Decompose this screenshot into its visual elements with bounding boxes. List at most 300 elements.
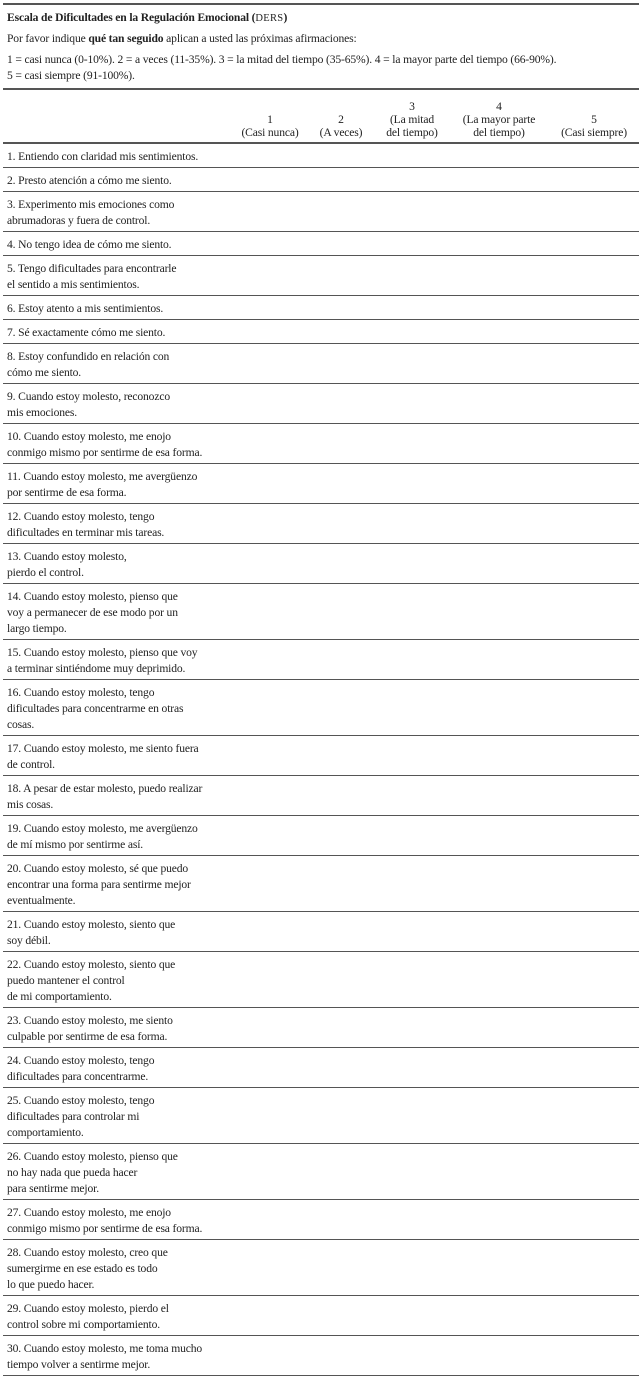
response-cell-4[interactable] bbox=[449, 296, 549, 320]
response-cell-5[interactable] bbox=[549, 544, 639, 584]
item-line: 11. Cuando estoy molesto, me avergüenzo bbox=[7, 470, 198, 483]
response-cell-4[interactable] bbox=[449, 1200, 549, 1240]
response-cell-5[interactable] bbox=[549, 856, 639, 912]
response-cell-3[interactable] bbox=[375, 1088, 449, 1144]
header-option-text: 4 bbox=[496, 100, 502, 113]
item-line: 28. Cuando estoy molesto, creo que bbox=[7, 1246, 168, 1259]
response-cell-4[interactable] bbox=[449, 1088, 549, 1144]
item-line: 6. Estoy atento a mis sentimientos. bbox=[7, 302, 164, 315]
item-line: dificultades para controlar mi bbox=[7, 1110, 140, 1123]
response-cell-3[interactable] bbox=[375, 1048, 449, 1088]
response-cell-1[interactable] bbox=[233, 296, 307, 320]
response-cell-4[interactable] bbox=[449, 1048, 549, 1088]
response-cell-4[interactable] bbox=[449, 320, 549, 344]
table-row bbox=[3, 424, 639, 464]
header-option-text: 1 bbox=[267, 113, 273, 126]
item-line: 20. Cuando estoy molesto, sé que puedo bbox=[7, 862, 189, 875]
header-option-text: (Casi nunca) bbox=[241, 126, 299, 139]
header-option-text: (A veces) bbox=[319, 126, 363, 139]
response-cell-5[interactable] bbox=[549, 1144, 639, 1200]
response-cell-1[interactable] bbox=[233, 640, 307, 680]
item-line: 13. Cuando estoy molesto, bbox=[7, 550, 127, 563]
table-row bbox=[3, 256, 639, 296]
item-line: 30. Cuando estoy molesto, me toma mucho bbox=[7, 1342, 203, 1355]
response-cell-5[interactable] bbox=[549, 1088, 639, 1144]
response-cell-3[interactable] bbox=[375, 816, 449, 856]
response-cell-3[interactable] bbox=[375, 776, 449, 816]
item-line: 14. Cuando estoy molesto, pienso que bbox=[7, 590, 178, 603]
response-cell-5[interactable] bbox=[549, 256, 639, 296]
response-cell-4[interactable] bbox=[449, 1240, 549, 1296]
response-cell-5[interactable] bbox=[549, 776, 639, 816]
item-line: mis cosas. bbox=[7, 798, 54, 811]
response-cell-5[interactable] bbox=[549, 143, 639, 168]
response-cell-1[interactable] bbox=[233, 192, 307, 232]
item-line: dificultades para concentrarme. bbox=[7, 1070, 149, 1083]
header-option-5 bbox=[549, 89, 639, 143]
response-cell-4[interactable] bbox=[449, 232, 549, 256]
response-cell-3[interactable] bbox=[375, 1200, 449, 1240]
item-line: culpable por sentirme de esa forma. bbox=[7, 1030, 168, 1043]
response-cell-4[interactable] bbox=[449, 504, 549, 544]
item-line: 24. Cuando estoy molesto, tengo bbox=[7, 1054, 155, 1067]
item-line: a terminar sintiéndome muy deprimido. bbox=[7, 662, 186, 675]
item-text bbox=[3, 736, 233, 776]
response-cell-2[interactable] bbox=[307, 1088, 375, 1144]
item-text bbox=[3, 680, 233, 736]
response-cell-2[interactable] bbox=[307, 816, 375, 856]
response-cell-4[interactable] bbox=[449, 1336, 549, 1376]
item-line: control sobre mi comportamiento. bbox=[7, 1318, 160, 1331]
table-row bbox=[3, 1048, 639, 1088]
response-cell-3[interactable] bbox=[375, 168, 449, 192]
response-cell-1[interactable] bbox=[233, 320, 307, 344]
header-option-1 bbox=[233, 89, 307, 143]
item-line: conmigo mismo por sentirme de esa forma. bbox=[7, 1222, 203, 1235]
response-cell-5[interactable] bbox=[549, 1200, 639, 1240]
item-text bbox=[3, 1144, 233, 1200]
response-cell-4[interactable] bbox=[449, 192, 549, 232]
response-cell-3[interactable] bbox=[375, 1336, 449, 1376]
response-cell-5[interactable] bbox=[549, 584, 639, 640]
response-cell-2[interactable] bbox=[307, 544, 375, 584]
item-line: 29. Cuando estoy molesto, pierdo el bbox=[7, 1302, 169, 1315]
table-row bbox=[3, 1200, 639, 1240]
response-cell-4[interactable] bbox=[449, 464, 549, 504]
response-cell-5[interactable] bbox=[549, 168, 639, 192]
items-table bbox=[3, 88, 639, 1376]
response-cell-3[interactable] bbox=[375, 952, 449, 1008]
item-line: 17. Cuando estoy molesto, me siento fuera bbox=[7, 742, 199, 755]
item-line: pierdo el control. bbox=[7, 566, 84, 579]
response-cell-2[interactable] bbox=[307, 344, 375, 384]
item-line: sumergirme en ese estado es todo bbox=[7, 1262, 158, 1275]
item-line: lo que puedo hacer. bbox=[7, 1278, 95, 1291]
header-option-3 bbox=[375, 89, 449, 143]
response-cell-4[interactable] bbox=[449, 1144, 549, 1200]
response-cell-2[interactable] bbox=[307, 320, 375, 344]
item-text bbox=[3, 344, 233, 384]
document-title: Escala de Dificultades en la Regulación Emocional (DERS) bbox=[7, 11, 288, 24]
response-cell-1[interactable] bbox=[233, 1008, 307, 1048]
table-row bbox=[3, 232, 639, 256]
response-cell-3[interactable] bbox=[375, 736, 449, 776]
response-cell-5[interactable] bbox=[549, 1008, 639, 1048]
table-row bbox=[3, 296, 639, 320]
response-cell-4[interactable] bbox=[449, 1008, 549, 1048]
response-cell-1[interactable] bbox=[233, 776, 307, 816]
table-row bbox=[3, 504, 639, 544]
response-cell-4[interactable] bbox=[449, 344, 549, 384]
response-cell-1[interactable] bbox=[233, 584, 307, 640]
response-cell-2[interactable] bbox=[307, 776, 375, 816]
table-row bbox=[3, 584, 639, 640]
table-row bbox=[3, 1240, 639, 1296]
item-text bbox=[3, 1240, 233, 1296]
response-cell-3[interactable] bbox=[375, 464, 449, 504]
response-cell-1[interactable] bbox=[233, 1240, 307, 1296]
header-option-text: (La mitad bbox=[389, 113, 435, 126]
response-cell-3[interactable] bbox=[375, 1008, 449, 1048]
response-cell-1[interactable] bbox=[233, 952, 307, 1008]
table-row bbox=[3, 912, 639, 952]
response-cell-1[interactable] bbox=[233, 544, 307, 584]
item-text bbox=[3, 232, 233, 256]
table-row bbox=[3, 680, 639, 736]
response-cell-3[interactable] bbox=[375, 584, 449, 640]
item-text bbox=[3, 1200, 233, 1240]
response-cell-3[interactable] bbox=[375, 192, 449, 232]
item-line: abrumadoras y fuera de control. bbox=[7, 214, 151, 227]
item-text bbox=[3, 640, 233, 680]
response-cell-1[interactable] bbox=[233, 168, 307, 192]
response-cell-2[interactable] bbox=[307, 640, 375, 680]
response-cell-2[interactable] bbox=[307, 424, 375, 464]
response-cell-1[interactable] bbox=[233, 1144, 307, 1200]
response-cell-5[interactable] bbox=[549, 912, 639, 952]
item-line: tiempo volver a sentirme mejor. bbox=[7, 1358, 151, 1371]
header-option-text: del tiempo) bbox=[386, 126, 438, 139]
item-line: no hay nada que pueda hacer bbox=[7, 1166, 138, 1179]
response-cell-1[interactable] bbox=[233, 143, 307, 168]
item-line: 2. Presto atención a cómo me siento. bbox=[7, 174, 172, 187]
item-text bbox=[3, 168, 233, 192]
response-cell-4[interactable] bbox=[449, 544, 549, 584]
item-text bbox=[3, 296, 233, 320]
response-cell-5[interactable] bbox=[549, 680, 639, 736]
item-text bbox=[3, 143, 233, 168]
table-row bbox=[3, 1296, 639, 1336]
item-text bbox=[3, 816, 233, 856]
response-cell-2[interactable] bbox=[307, 168, 375, 192]
item-line: puedo mantener el control bbox=[7, 974, 125, 987]
response-cell-3[interactable] bbox=[375, 424, 449, 464]
header-option-text: del tiempo) bbox=[473, 126, 525, 139]
response-cell-5[interactable] bbox=[549, 816, 639, 856]
item-line: conmigo mismo por sentirme de esa forma. bbox=[7, 446, 203, 459]
response-cell-5[interactable] bbox=[549, 424, 639, 464]
table-row bbox=[3, 168, 639, 192]
response-cell-4[interactable] bbox=[449, 584, 549, 640]
response-cell-1[interactable] bbox=[233, 232, 307, 256]
item-line: soy débil. bbox=[7, 934, 51, 947]
instruction-bold: qué tan seguido bbox=[88, 32, 164, 45]
response-cell-1[interactable] bbox=[233, 1336, 307, 1376]
response-cell-1[interactable] bbox=[233, 384, 307, 424]
response-cell-2[interactable] bbox=[307, 232, 375, 256]
item-line: 9. Cuando estoy molesto, reconozco bbox=[7, 390, 170, 403]
response-cell-2[interactable] bbox=[307, 952, 375, 1008]
response-cell-4[interactable] bbox=[449, 856, 549, 912]
item-line: cómo me siento. bbox=[7, 366, 82, 379]
item-text bbox=[3, 952, 233, 1008]
item-line: dificultades en terminar mis tareas. bbox=[7, 526, 165, 539]
response-cell-1[interactable] bbox=[233, 1048, 307, 1088]
response-cell-2[interactable] bbox=[307, 384, 375, 424]
item-line: eventualmente. bbox=[7, 894, 76, 907]
response-cell-3[interactable] bbox=[375, 856, 449, 912]
response-cell-3[interactable] bbox=[375, 344, 449, 384]
response-cell-3[interactable] bbox=[375, 504, 449, 544]
instruction bbox=[3, 27, 639, 47]
item-line: para sentirme mejor. bbox=[7, 1182, 99, 1195]
item-text bbox=[3, 856, 233, 912]
instruction-before: Por favor indique bbox=[7, 32, 89, 45]
header-option-2 bbox=[307, 89, 375, 143]
table-row bbox=[3, 320, 639, 344]
item-line: 1. Entiendo con claridad mis sentimientos. bbox=[7, 150, 199, 163]
item-line: 10. Cuando estoy molesto, me enojo bbox=[7, 430, 171, 443]
response-cell-2[interactable] bbox=[307, 736, 375, 776]
response-cell-2[interactable] bbox=[307, 296, 375, 320]
item-line: comportamiento. bbox=[7, 1126, 84, 1139]
response-cell-1[interactable] bbox=[233, 816, 307, 856]
response-cell-2[interactable] bbox=[307, 504, 375, 544]
item-line: voy a permanecer de ese modo por un bbox=[7, 606, 178, 619]
ders-document bbox=[3, 3, 639, 1376]
header-option-text: 3 bbox=[409, 100, 415, 113]
item-line: dificultades para concentrarme en otras bbox=[7, 702, 184, 715]
item-text bbox=[3, 384, 233, 424]
response-cell-5[interactable] bbox=[549, 504, 639, 544]
item-text bbox=[3, 1048, 233, 1088]
item-text bbox=[3, 1336, 233, 1376]
response-cell-5[interactable] bbox=[549, 1240, 639, 1296]
response-cell-4[interactable] bbox=[449, 168, 549, 192]
table-row bbox=[3, 816, 639, 856]
item-text bbox=[3, 1088, 233, 1144]
response-cell-5[interactable] bbox=[549, 232, 639, 256]
response-cell-4[interactable] bbox=[449, 256, 549, 296]
response-cell-2[interactable] bbox=[307, 1144, 375, 1200]
response-cell-3[interactable] bbox=[375, 680, 449, 736]
response-cell-2[interactable] bbox=[307, 143, 375, 168]
response-cell-2[interactable] bbox=[307, 584, 375, 640]
response-cell-4[interactable] bbox=[449, 952, 549, 1008]
item-line: el sentido a mis sentimientos. bbox=[7, 278, 140, 291]
response-cell-3[interactable] bbox=[375, 143, 449, 168]
response-cell-4[interactable] bbox=[449, 680, 549, 736]
header-option-text: (Casi siempre) bbox=[561, 126, 627, 139]
response-cell-3[interactable] bbox=[375, 544, 449, 584]
response-cell-3[interactable] bbox=[375, 912, 449, 952]
table-row bbox=[3, 1144, 639, 1200]
item-line: 5. Tengo dificultades para encontrarle bbox=[7, 262, 177, 275]
response-cell-1[interactable] bbox=[233, 680, 307, 736]
item-line: por sentirme de esa forma. bbox=[7, 486, 127, 499]
response-cell-1[interactable] bbox=[233, 424, 307, 464]
item-line: 7. Sé exactamente cómo me siento. bbox=[7, 326, 166, 339]
response-cell-4[interactable] bbox=[449, 736, 549, 776]
response-cell-2[interactable] bbox=[307, 1296, 375, 1336]
response-cell-1[interactable] bbox=[233, 736, 307, 776]
response-cell-2[interactable] bbox=[307, 1008, 375, 1048]
response-cell-3[interactable] bbox=[375, 640, 449, 680]
response-cell-4[interactable] bbox=[449, 776, 549, 816]
response-cell-1[interactable] bbox=[233, 912, 307, 952]
table-row bbox=[3, 384, 639, 424]
response-cell-2[interactable] bbox=[307, 192, 375, 232]
response-cell-5[interactable] bbox=[549, 1048, 639, 1088]
item-line: 12. Cuando estoy molesto, tengo bbox=[7, 510, 155, 523]
response-cell-1[interactable] bbox=[233, 464, 307, 504]
item-text bbox=[3, 1296, 233, 1336]
response-cell-3[interactable] bbox=[375, 232, 449, 256]
response-cell-1[interactable] bbox=[233, 856, 307, 912]
response-cell-4[interactable] bbox=[449, 816, 549, 856]
response-cell-4[interactable] bbox=[449, 424, 549, 464]
response-cell-1[interactable] bbox=[233, 504, 307, 544]
table-row bbox=[3, 464, 639, 504]
response-cell-2[interactable] bbox=[307, 856, 375, 912]
title-text: Escala de Dificultades en la Regulación Emocional bbox=[7, 11, 249, 24]
item-line: de mi comportamiento. bbox=[7, 990, 112, 1003]
item-text bbox=[3, 544, 233, 584]
response-cell-3[interactable] bbox=[375, 1296, 449, 1336]
response-cell-5[interactable] bbox=[549, 952, 639, 1008]
response-cell-5[interactable] bbox=[549, 296, 639, 320]
item-line: 3. Experimento mis emociones como bbox=[7, 198, 175, 211]
response-cell-2[interactable] bbox=[307, 1048, 375, 1088]
item-text bbox=[3, 776, 233, 816]
item-line: largo tiempo. bbox=[7, 622, 67, 635]
response-cell-4[interactable] bbox=[449, 384, 549, 424]
scale-line: 5 = casi siempre (91-100%). bbox=[7, 69, 135, 82]
response-cell-5[interactable] bbox=[549, 464, 639, 504]
response-cell-3[interactable] bbox=[375, 1144, 449, 1200]
item-line: 23. Cuando estoy molesto, me siento bbox=[7, 1014, 173, 1027]
item-text bbox=[3, 424, 233, 464]
items-body bbox=[3, 143, 639, 1376]
item-text bbox=[3, 584, 233, 640]
response-cell-3[interactable] bbox=[375, 256, 449, 296]
response-cell-2[interactable] bbox=[307, 912, 375, 952]
response-cell-5[interactable] bbox=[549, 736, 639, 776]
response-cell-1[interactable] bbox=[233, 1088, 307, 1144]
table-row bbox=[3, 856, 639, 912]
response-cell-3[interactable] bbox=[375, 1240, 449, 1296]
table-row bbox=[3, 1008, 639, 1048]
response-cell-2[interactable] bbox=[307, 680, 375, 736]
response-cell-2[interactable] bbox=[307, 256, 375, 296]
response-cell-2[interactable] bbox=[307, 464, 375, 504]
item-text bbox=[3, 1008, 233, 1048]
table-row bbox=[3, 952, 639, 1008]
response-cell-5[interactable] bbox=[549, 384, 639, 424]
header-option-text: 2 bbox=[338, 113, 344, 126]
response-cell-1[interactable] bbox=[233, 256, 307, 296]
scale-legend bbox=[3, 47, 639, 88]
response-cell-2[interactable] bbox=[307, 1200, 375, 1240]
item-text bbox=[3, 192, 233, 232]
header-row bbox=[3, 89, 639, 143]
item-text bbox=[3, 320, 233, 344]
response-cell-5[interactable] bbox=[549, 640, 639, 680]
item-line: 21. Cuando estoy molesto, siento que bbox=[7, 918, 176, 931]
response-cell-2[interactable] bbox=[307, 1240, 375, 1296]
item-line: 22. Cuando estoy molesto, siento que bbox=[7, 958, 176, 971]
response-cell-4[interactable] bbox=[449, 1296, 549, 1336]
response-cell-3[interactable] bbox=[375, 384, 449, 424]
header-option-text: (La mayor parte bbox=[462, 113, 536, 126]
item-text bbox=[3, 504, 233, 544]
response-cell-3[interactable] bbox=[375, 296, 449, 320]
response-cell-3[interactable] bbox=[375, 320, 449, 344]
item-line: de mí mismo por sentirme así. bbox=[7, 838, 144, 851]
response-cell-5[interactable] bbox=[549, 344, 639, 384]
response-cell-4[interactable] bbox=[449, 143, 549, 168]
item-text bbox=[3, 464, 233, 504]
response-cell-5[interactable] bbox=[549, 1296, 639, 1336]
table-row bbox=[3, 1088, 639, 1144]
table-row bbox=[3, 544, 639, 584]
response-cell-1[interactable] bbox=[233, 1296, 307, 1336]
response-cell-2[interactable] bbox=[307, 1336, 375, 1376]
item-line: 16. Cuando estoy molesto, tengo bbox=[7, 686, 155, 699]
response-cell-1[interactable] bbox=[233, 344, 307, 384]
response-cell-5[interactable] bbox=[549, 320, 639, 344]
response-cell-5[interactable] bbox=[549, 192, 639, 232]
table-row bbox=[3, 640, 639, 680]
response-cell-5[interactable] bbox=[549, 1336, 639, 1376]
scale-line: 1 = casi nunca (0-10%). 2 = a veces (11-35%). 3 = la mitad del tiempo (35-65%). 4 = la mayor parte del tiempo (66-90%). bbox=[7, 53, 557, 66]
item-line: 25. Cuando estoy molesto, tengo bbox=[7, 1094, 155, 1107]
table-row bbox=[3, 192, 639, 232]
item-line: 19. Cuando estoy molesto, me avergüenzo bbox=[7, 822, 198, 835]
instruction-after: aplican a usted las próximas afirmaciones: bbox=[163, 32, 357, 45]
item-line: 26. Cuando estoy molesto, pienso que bbox=[7, 1150, 178, 1163]
item-line: mis emociones. bbox=[7, 406, 78, 419]
item-line: 4. No tengo idea de cómo me siento. bbox=[7, 238, 172, 251]
header-option-4 bbox=[449, 89, 549, 143]
item-line: de control. bbox=[7, 758, 55, 771]
response-cell-1[interactable] bbox=[233, 1200, 307, 1240]
table-row bbox=[3, 1336, 639, 1376]
title-abbrev: DERS bbox=[255, 13, 284, 24]
item-line: 15. Cuando estoy molesto, pienso que voy bbox=[7, 646, 198, 659]
item-text bbox=[3, 912, 233, 952]
table-row bbox=[3, 344, 639, 384]
table-row bbox=[3, 776, 639, 816]
item-line: 18. A pesar de estar molesto, puedo realizar bbox=[7, 782, 203, 795]
header-item bbox=[3, 89, 233, 143]
item-line: 8. Estoy confundido en relación con bbox=[7, 350, 170, 363]
item-text bbox=[3, 256, 233, 296]
item-line: cosas. bbox=[7, 718, 35, 731]
item-line: encontrar una forma para sentirme mejor bbox=[7, 878, 191, 891]
response-cell-4[interactable] bbox=[449, 912, 549, 952]
response-cell-4[interactable] bbox=[449, 640, 549, 680]
